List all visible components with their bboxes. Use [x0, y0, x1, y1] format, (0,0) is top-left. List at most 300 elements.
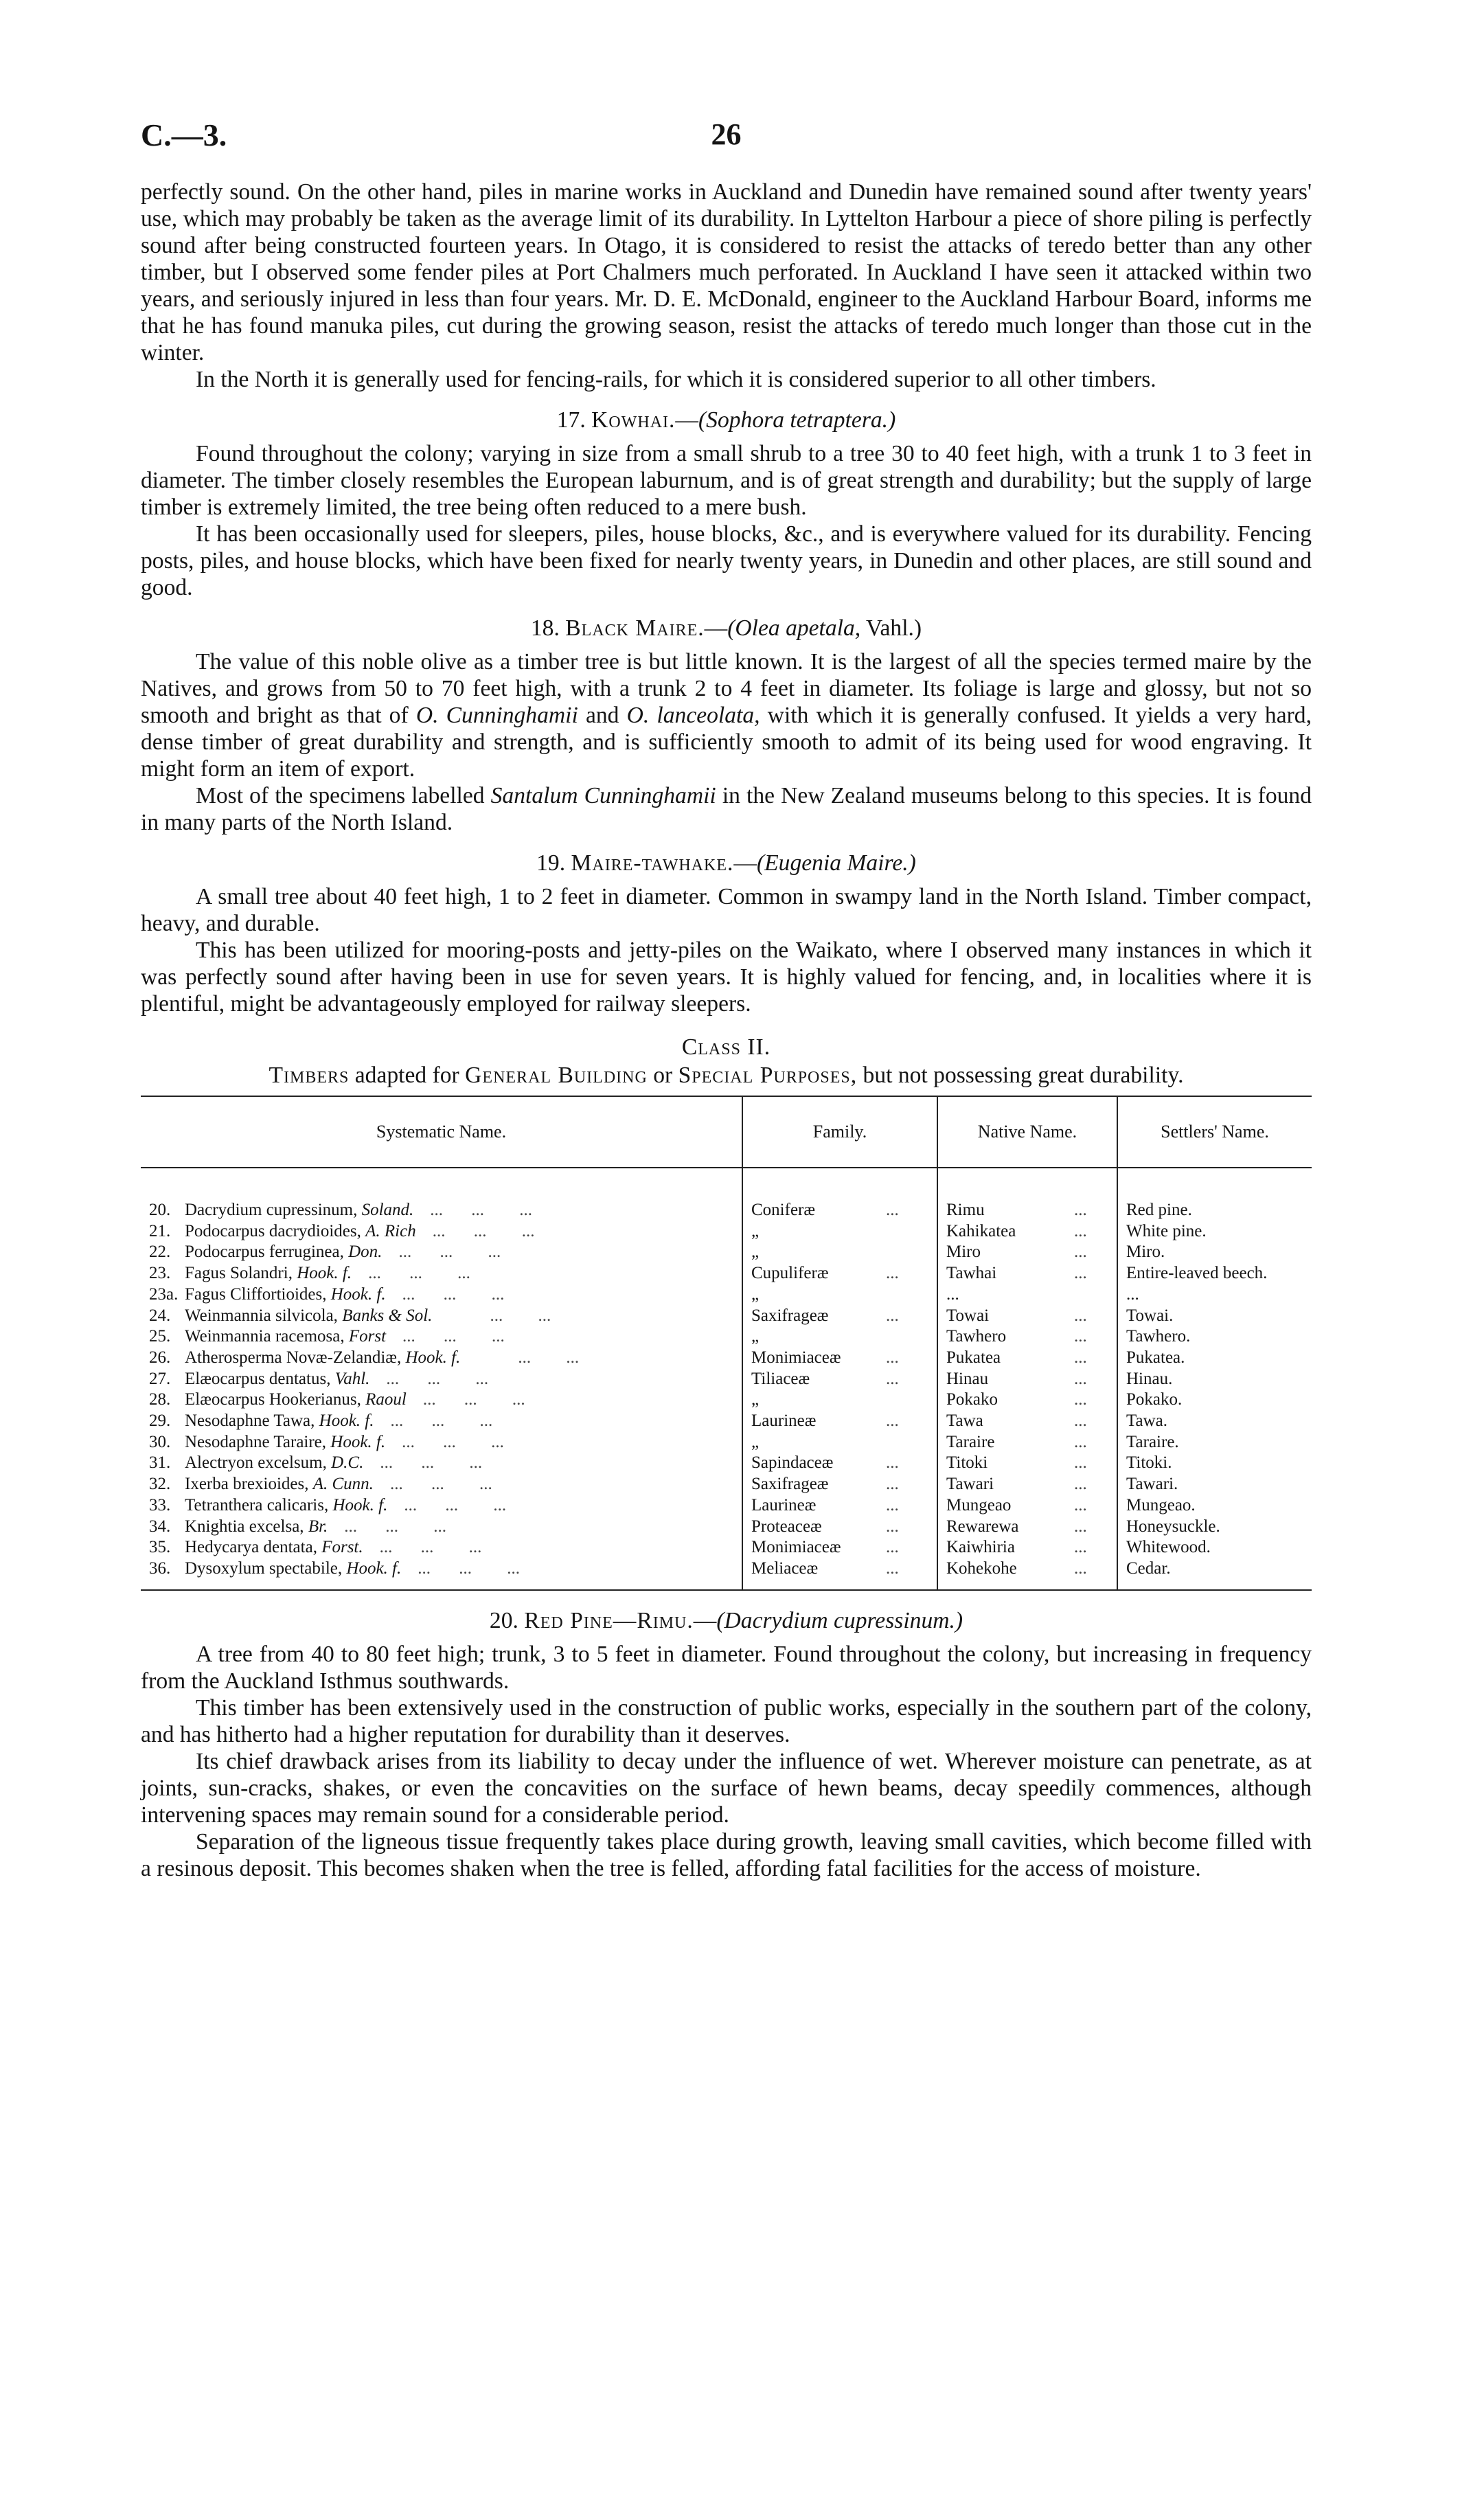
table-row — [141, 1369, 1312, 1390]
leader-dots: ... — [566, 1348, 580, 1367]
native-name: Tawhero — [946, 1327, 1007, 1346]
genus-species: Dacrydium cupressinum, — [185, 1201, 358, 1219]
leader-dots: ... — [389, 1475, 403, 1494]
genus-species: Hedycarya dentata, — [185, 1538, 317, 1557]
native-name: Kaiwhiria — [946, 1538, 1015, 1557]
section-number: 20. — [489, 1607, 518, 1633]
cell-settlers-name: Tawari. — [1117, 1474, 1312, 1495]
family-name: „ — [751, 1432, 760, 1451]
cell-systematic-name — [141, 1558, 742, 1590]
cell-systematic-name — [141, 1453, 742, 1474]
leader-dots: ... — [886, 1475, 899, 1494]
cell-systematic-name — [141, 1221, 742, 1243]
native-name: ... — [946, 1284, 959, 1304]
authority: D.C. — [331, 1453, 364, 1473]
leader-dots: ... — [1074, 1538, 1087, 1557]
cell-systematic-name — [141, 1369, 742, 1390]
cell-family — [742, 1453, 937, 1474]
cell-family — [742, 1242, 937, 1263]
leader-dots: ... — [404, 1495, 418, 1515]
family-name: Tiliaceæ — [751, 1369, 810, 1388]
row-number: 31. — [149, 1453, 171, 1473]
cell-native-name — [937, 1453, 1117, 1474]
leader-dots: ... — [507, 1558, 520, 1578]
row-number: 35. — [149, 1538, 171, 1557]
leader-dots: ... — [886, 1538, 899, 1557]
leader-dots: ... — [1074, 1432, 1087, 1451]
genus-species: Dysoxylum spectabile, — [185, 1558, 343, 1578]
cell-family — [742, 1263, 937, 1284]
cell-native-name — [937, 1369, 1117, 1390]
authority: Forst. — [321, 1538, 363, 1557]
cell-native-name — [937, 1517, 1117, 1538]
authority: Soland. — [361, 1201, 414, 1219]
leader-dots: ... — [420, 1538, 434, 1557]
leader-dots: ... — [1074, 1475, 1087, 1494]
leader-dots: ... — [488, 1243, 501, 1262]
native-name: Tawa — [946, 1411, 983, 1431]
header-native-name: Native Name. — [937, 1096, 1117, 1168]
genus-species: Nesodaphne Taraire, — [185, 1432, 327, 1451]
table-row — [141, 1263, 1312, 1284]
paragraph: Separation of the ligneous tissue frequently takes place during growth, leaving small cavities, which become filled with a resinous deposit. This becomes shaken when the tree is felled, affording fatal facilities for the access of moisture. — [141, 1828, 1312, 1881]
genus-species: Knightia excelsa, — [185, 1517, 304, 1536]
family-name: Meliaceæ — [751, 1558, 819, 1578]
cell-family — [742, 1495, 937, 1517]
class-title: Class II. — [681, 1034, 771, 1060]
native-name: Pokako — [946, 1390, 998, 1409]
native-name: Tawhai — [946, 1264, 997, 1283]
table-row — [141, 1495, 1312, 1517]
genus-species: Fagus Solandri, — [185, 1264, 293, 1283]
text-run: but not possessing great durability. — [863, 1063, 1184, 1088]
section-heading-17 — [141, 407, 1312, 433]
leader-dots: ... — [518, 1348, 532, 1367]
table-row — [141, 1389, 1312, 1411]
cell-systematic-name — [141, 1263, 742, 1284]
leader-dots: ... — [440, 1243, 453, 1262]
row-number: 24. — [149, 1306, 171, 1325]
leader-dots: ... — [368, 1264, 381, 1283]
family-name: „ — [751, 1221, 760, 1240]
leader-dots: ... — [402, 1432, 415, 1451]
family-name: Sapindaceæ — [751, 1453, 834, 1473]
family-name: Monimiaceæ — [751, 1348, 841, 1367]
cell-family — [742, 1474, 937, 1495]
authority: Vahl. — [334, 1369, 370, 1388]
leader-dots: ... — [390, 1411, 404, 1431]
leader-dots: ... — [886, 1348, 899, 1367]
leader-dots: ... — [886, 1201, 899, 1219]
cell-systematic-name — [141, 1389, 742, 1411]
row-number: 23. — [149, 1264, 171, 1283]
section-name: Maire-tawhake. — [571, 850, 734, 876]
leader-dots: ... — [519, 1201, 533, 1219]
genus-species: Elæocarpus Hookerianus, — [185, 1390, 361, 1409]
cell-settlers-name: ... — [1117, 1284, 1312, 1306]
native-name: Kohekohe — [946, 1558, 1017, 1578]
authority: A. Rich — [365, 1221, 416, 1240]
cell-native-name — [937, 1348, 1117, 1369]
header-settlers-name: Settlers' Name. — [1117, 1096, 1312, 1168]
cell-systematic-name — [141, 1474, 742, 1495]
leader-dots: ... — [1074, 1411, 1087, 1431]
cell-settlers-name: Whitewood. — [1117, 1537, 1312, 1558]
paragraph: A small tree about 40 feet high, 1 to 2 feet in diameter. Common in swampy land in the North Island. Timber compact, heavy, and durable. — [141, 884, 1312, 936]
section-latin-name: (Sophora tetraptera.) — [698, 407, 896, 433]
dash: — — [675, 407, 698, 433]
text-run: The value of this noble olive as a timber tree is but little known. It is the largest of all the species termed maire by the Natives, and grows from 50 to 70 feet high, with a trunk 2 to 4 feet in diameter. Its foliage is large and glossy, but not so smooth and bright as that of — [141, 649, 1312, 728]
cell-native-name — [937, 1168, 1117, 1221]
class-subtitle — [168, 1062, 1284, 1089]
authority: Hook. f. — [405, 1348, 461, 1367]
leader-dots: ... — [886, 1495, 899, 1515]
table-row — [141, 1432, 1312, 1453]
native-name: Tawari — [946, 1475, 994, 1494]
cell-settlers-name: Entire-leaved beech. — [1117, 1263, 1312, 1284]
row-number: 21. — [149, 1221, 171, 1240]
row-number: 36. — [149, 1558, 171, 1578]
cell-family — [742, 1537, 937, 1558]
genus-species: Podocarpus dacrydioides, — [185, 1221, 361, 1240]
authority: Hook. f. — [297, 1264, 352, 1283]
native-name: Miro — [946, 1243, 981, 1262]
leader-dots: ... — [427, 1369, 441, 1388]
cell-family — [742, 1411, 937, 1432]
native-name: Kahikatea — [946, 1221, 1016, 1240]
cell-native-name — [937, 1474, 1117, 1495]
row-number: 23a. — [149, 1284, 179, 1304]
native-name: Pukatea — [946, 1348, 1001, 1367]
leader-dots: ... — [1074, 1264, 1087, 1283]
cell-native-name — [937, 1389, 1117, 1411]
leader-dots: ... — [886, 1369, 899, 1388]
species-name: O. Cunninghamii — [415, 703, 578, 728]
authority: Banks & Sol. — [342, 1306, 433, 1325]
family-name: Laurineæ — [751, 1495, 817, 1515]
authority: Hook. f. — [346, 1558, 402, 1578]
section-latin-name: (Eugenia Maire.) — [756, 850, 916, 876]
leader-dots: ... — [491, 1432, 504, 1451]
family-name: Proteaceæ — [751, 1517, 822, 1536]
header-systematic-name: Systematic Name. — [141, 1096, 742, 1168]
leader-dots: ... — [490, 1306, 503, 1325]
authority: Hook. f. — [319, 1411, 374, 1431]
authority: Raoul — [365, 1390, 407, 1409]
document-page — [141, 117, 1312, 1882]
leader-dots: ... — [379, 1538, 393, 1557]
genus-species: Podocarpus ferruginea, — [185, 1243, 344, 1262]
table-row — [141, 1474, 1312, 1495]
row-number: 29. — [149, 1411, 171, 1431]
family-name: „ — [751, 1243, 760, 1262]
leader-dots: ... — [409, 1264, 422, 1283]
native-name: Rewarewa — [946, 1517, 1019, 1536]
section-heading-18 — [141, 615, 1312, 642]
text-run: with which it is generally confused. It yields a very hard, dense timber of great durability and strength, and is sufficiently smooth to admit of its being used for wood engraving. It might form an item of export. — [141, 703, 1312, 782]
native-name: Mungeao — [946, 1495, 1012, 1515]
cell-native-name — [937, 1537, 1117, 1558]
authority: Forst — [348, 1327, 387, 1346]
genus-species: Tetranthera calicaris, — [185, 1495, 329, 1515]
row-number: 26. — [149, 1348, 171, 1367]
cell-settlers-name: White pine. — [1117, 1221, 1312, 1243]
leader-dots: ... — [1074, 1221, 1087, 1240]
cell-settlers-name: Tawa. — [1117, 1411, 1312, 1432]
cell-systematic-name — [141, 1168, 742, 1221]
table-row — [141, 1453, 1312, 1474]
cell-settlers-name: Hinau. — [1117, 1369, 1312, 1390]
cell-native-name — [937, 1242, 1117, 1263]
paragraph: Found throughout the colony; varying in size from a small shrub to a tree 30 to 40 feet high, with a trunk 1 to 3 feet in diameter. The timber closely resembles the European laburnum, and is of great strength and durability; but the supply of large timber is extremely limited, the tree being often reduced to a mere bush. — [141, 441, 1312, 520]
table-row — [141, 1558, 1312, 1590]
paragraph: In the North it is generally used for fencing-rails, for which it is considered superior to all other timbers. — [196, 367, 1156, 392]
leader-dots: ... — [402, 1284, 415, 1304]
cell-systematic-name — [141, 1432, 742, 1453]
table-row — [141, 1221, 1312, 1243]
section-number: 18. — [530, 615, 560, 641]
row-number: 34. — [149, 1517, 171, 1536]
leader-dots: ... — [398, 1243, 412, 1262]
leader-dots: ... — [386, 1369, 400, 1388]
leader-dots: ... — [886, 1411, 899, 1431]
cell-settlers-name: Miro. — [1117, 1242, 1312, 1263]
leader-dots: ... — [432, 1221, 446, 1240]
table-row — [141, 1517, 1312, 1538]
cell-family — [742, 1306, 937, 1327]
leader-dots: ... — [1074, 1453, 1087, 1473]
timber-table — [141, 1096, 1312, 1591]
document-reference: C.—3. — [141, 117, 227, 152]
native-name: Taraire — [946, 1432, 995, 1451]
authority: A. Cunn. — [312, 1475, 374, 1494]
cell-native-name — [937, 1263, 1117, 1284]
cell-settlers-name: Cedar. — [1117, 1558, 1312, 1590]
table-body — [141, 1168, 1312, 1590]
family-name: Coniferæ — [751, 1201, 816, 1219]
authority: Hook. f. — [330, 1432, 386, 1451]
cell-family — [742, 1432, 937, 1453]
family-name: „ — [751, 1327, 760, 1346]
section-name: Red Pine—Rimu. — [524, 1607, 694, 1633]
cell-family — [742, 1221, 937, 1243]
page-number: 26 — [711, 117, 742, 151]
leader-dots: ... — [402, 1327, 415, 1346]
dash: — — [733, 850, 757, 876]
leader-dots: ... — [512, 1390, 525, 1409]
paragraph: This has been utilized for mooring-posts and jetty-piles on the Waikato, where I observed many instances in which it was perfectly sound after having been in use for seven years. It is highly valued for fencing, and, in localities where it is plentiful, might be advantageously employed for railway sleepers. — [141, 938, 1312, 1017]
cell-settlers-name: Honeysuckle. — [1117, 1517, 1312, 1538]
table-header-row — [141, 1096, 1312, 1168]
cell-systematic-name — [141, 1242, 742, 1263]
leader-dots: ... — [431, 1475, 444, 1494]
cell-settlers-name: Titoki. — [1117, 1453, 1312, 1474]
paragraph: It has been occasionally used for sleepers, piles, house blocks, &c., and is everywhere valued for its durability. Fencing posts, piles, and house blocks, which have been fixed for nearly twenty years, in Dunedin and other places, are still sound and good. — [141, 521, 1312, 600]
cell-family — [742, 1389, 937, 1411]
header-family: Family. — [742, 1096, 937, 1168]
row-number: 33. — [149, 1495, 171, 1515]
row-number: 32. — [149, 1475, 171, 1494]
leader-dots: ... — [475, 1369, 489, 1388]
genus-species: Fagus Cliffortioides, — [185, 1284, 327, 1304]
row-number: 20. — [149, 1201, 171, 1219]
family-name: „ — [751, 1390, 760, 1409]
leader-dots: ... — [886, 1453, 899, 1473]
section-heading-19 — [141, 850, 1312, 876]
native-name: Hinau — [946, 1369, 989, 1388]
dash: — — [704, 615, 728, 641]
row-number: 22. — [149, 1243, 171, 1262]
body-text — [141, 179, 1312, 1882]
leader-dots: ... — [421, 1453, 435, 1473]
species-name: O. lanceolata, — [626, 703, 760, 728]
cell-family — [742, 1517, 937, 1538]
leader-dots: ... — [479, 1411, 493, 1431]
leader-dots: ... — [493, 1495, 507, 1515]
leader-dots: ... — [344, 1517, 358, 1536]
genus-species: Nesodaphne Tawa, — [185, 1411, 315, 1431]
cell-native-name — [937, 1221, 1117, 1243]
paragraph: This timber has been extensively used in the construction of public works, especially in the southern part of the colony, and has hitherto had a higher reputation for durability than it deserves. — [141, 1694, 1312, 1747]
section-name: Black Maire. — [565, 615, 705, 641]
cell-family — [742, 1558, 937, 1590]
section-author: Vahl.) — [865, 615, 922, 641]
section-name: Kowhai. — [591, 407, 676, 433]
paragraph — [141, 782, 1312, 836]
cell-systematic-name — [141, 1517, 742, 1538]
leader-dots: ... — [469, 1453, 483, 1473]
genus-species: Alectryon excelsum, — [185, 1453, 327, 1473]
row-number: 27. — [149, 1369, 171, 1388]
leader-dots: ... — [886, 1558, 899, 1578]
cell-settlers-name: Red pine. — [1117, 1168, 1312, 1221]
section-heading-20 — [141, 1607, 1312, 1634]
leader-dots: ... — [443, 1284, 457, 1304]
cell-systematic-name — [141, 1495, 742, 1517]
genus-species: Weinmannia silvicola, — [185, 1306, 338, 1325]
leader-dots: ... — [444, 1327, 457, 1346]
cell-systematic-name — [141, 1326, 742, 1348]
leader-dots: ... — [422, 1390, 436, 1409]
leader-dots: ... — [457, 1264, 470, 1283]
table-row — [141, 1326, 1312, 1348]
leader-dots: ... — [492, 1327, 505, 1346]
text-run: adapted for — [354, 1063, 459, 1088]
leader-dots: ... — [1074, 1495, 1087, 1515]
leader-dots: ... — [1074, 1201, 1087, 1219]
family-name: Cupuliferæ — [751, 1264, 829, 1283]
leader-dots: ... — [1074, 1348, 1087, 1367]
leader-dots: ... — [1074, 1243, 1087, 1262]
table-row — [141, 1411, 1312, 1432]
cell-systematic-name — [141, 1411, 742, 1432]
text-run: in the New Zealand museums belong to this species. It is found in many parts of the North Island. — [141, 783, 1312, 835]
authority: Don. — [348, 1243, 383, 1262]
genus-species: Atherosperma Novæ-Zelandiæ, — [185, 1348, 402, 1367]
page-header — [141, 117, 1312, 152]
cell-native-name — [937, 1284, 1117, 1306]
cell-systematic-name — [141, 1284, 742, 1306]
section-latin-name: (Olea apetala, — [727, 615, 861, 641]
cell-systematic-name — [141, 1348, 742, 1369]
cell-family — [742, 1348, 937, 1369]
cell-native-name — [937, 1432, 1117, 1453]
table-row — [141, 1242, 1312, 1263]
cell-family — [742, 1284, 937, 1306]
leader-dots: ... — [479, 1475, 492, 1494]
cell-systematic-name — [141, 1306, 742, 1327]
leader-dots: ... — [433, 1517, 447, 1536]
cell-settlers-name: Pukatea. — [1117, 1348, 1312, 1369]
leader-dots: ... — [431, 1411, 445, 1431]
leader-dots: ... — [471, 1201, 485, 1219]
genus-species: Ixerba brexioides, — [185, 1475, 309, 1494]
authority: Hook. f. — [330, 1284, 386, 1304]
family-name: Saxifrageæ — [751, 1475, 829, 1494]
cell-native-name — [937, 1558, 1117, 1590]
leader-dots: ... — [459, 1558, 472, 1578]
cell-settlers-name: Mungeao. — [1117, 1495, 1312, 1517]
cell-settlers-name: Pokako. — [1117, 1389, 1312, 1411]
authority: Br. — [308, 1517, 328, 1536]
genus-species: Weinmannia racemosa, — [185, 1327, 345, 1346]
text-run: Timbers — [269, 1063, 350, 1088]
leader-dots: ... — [468, 1538, 482, 1557]
cell-family — [742, 1326, 937, 1348]
native-name: Rimu — [946, 1201, 985, 1219]
species-name: Santalum Cunninghamii — [490, 783, 716, 808]
native-name: Titoki — [946, 1453, 988, 1473]
text-run: General Building — [465, 1063, 648, 1088]
leader-dots: ... — [418, 1558, 431, 1578]
cell-systematic-name — [141, 1537, 742, 1558]
paragraph: Its chief drawback arises from its liability to decay under the influence of wet. Wherever moisture can penetrate, as at joints, sun-cracks, shakes, or even the concavities on the surface of hewn beams, decay speedily commences, although intervening spaces may remain sound for a considerable period. — [141, 1748, 1312, 1828]
row-number: 30. — [149, 1432, 171, 1451]
cell-native-name — [937, 1495, 1117, 1517]
leader-dots: ... — [538, 1306, 551, 1325]
authority: Hook. f. — [332, 1495, 388, 1515]
leader-dots: ... — [445, 1495, 459, 1515]
family-name: Laurineæ — [751, 1411, 817, 1431]
section-number: 19. — [536, 850, 566, 876]
table-row — [141, 1284, 1312, 1306]
family-name: „ — [751, 1284, 760, 1304]
leader-dots: ... — [464, 1390, 477, 1409]
leader-dots: ... — [1074, 1517, 1087, 1536]
text-run: and — [585, 703, 619, 728]
leader-dots: ... — [1074, 1390, 1087, 1409]
cell-settlers-name: Tawhero. — [1117, 1326, 1312, 1348]
leader-dots: ... — [380, 1453, 393, 1473]
cell-native-name — [937, 1306, 1117, 1327]
section-latin-name: (Dacrydium cupressinum.) — [716, 1607, 963, 1633]
genus-species: Elæocarpus dentatus, — [185, 1369, 331, 1388]
native-name: Towai — [946, 1306, 990, 1325]
leader-dots: ... — [1074, 1369, 1087, 1388]
cell-settlers-name: Towai. — [1117, 1306, 1312, 1327]
family-name: Saxifrageæ — [751, 1306, 829, 1325]
leader-dots: ... — [491, 1284, 505, 1304]
family-name: Monimiaceæ — [751, 1538, 841, 1557]
leader-dots: ... — [1074, 1327, 1087, 1346]
text-run: or — [653, 1063, 673, 1088]
cell-native-name — [937, 1411, 1117, 1432]
row-number: 28. — [149, 1390, 171, 1409]
leader-dots: ... — [886, 1517, 899, 1536]
text-run: Special Purposes, — [678, 1063, 858, 1088]
table-row — [141, 1306, 1312, 1327]
table-row — [141, 1168, 1312, 1221]
